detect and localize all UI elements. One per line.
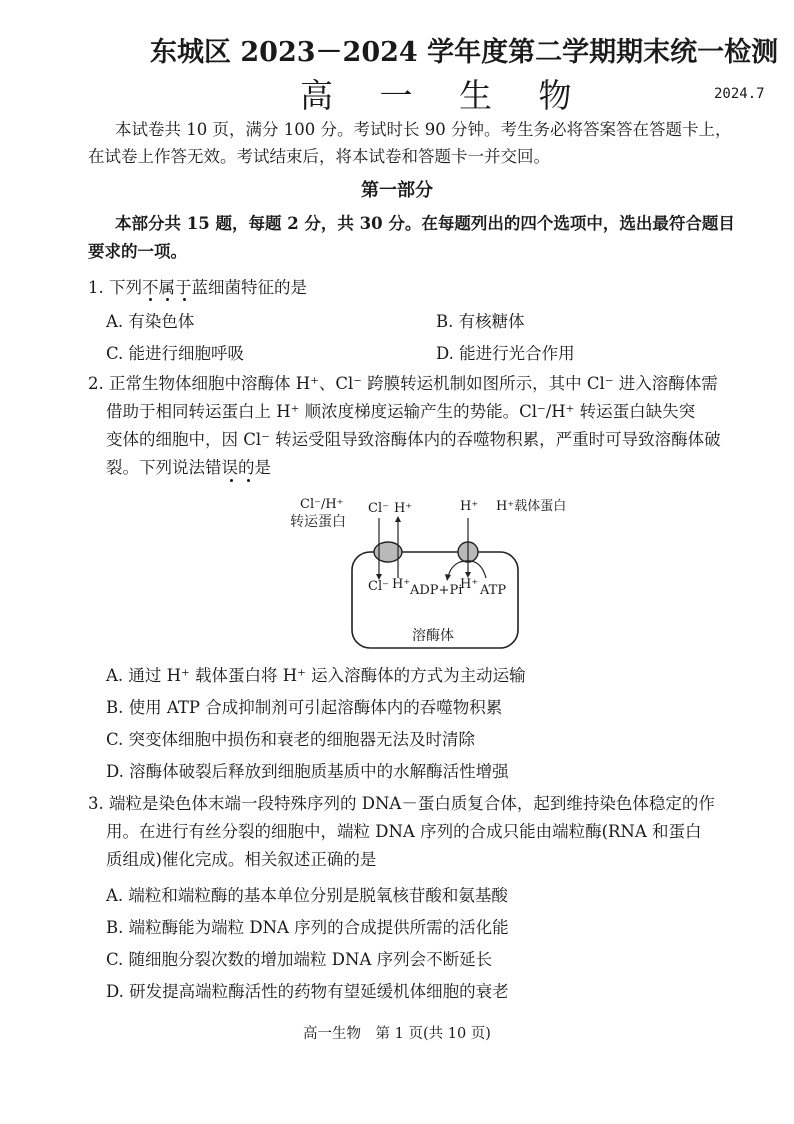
q3-stem-line-3: 质组成)催化完成。相关叙述正确的是 [106,850,377,869]
q2-stem-line-4 [106,454,271,481]
q3-option-c[interactable]: C. 随细胞分裂次数的增加端粒 DNA 序列会不断延长 [106,950,493,969]
atp-label: ATP [480,583,507,598]
section-instruction-2: 要求的一项。 [88,242,187,261]
adp-label: ADP+Pi [410,583,463,598]
q2-option-b[interactable]: B. 使用 ATP 合成抑制剂可引起溶酶体内的吞噬物积累 [106,698,503,717]
transporter-label-2: 转运蛋白 [290,514,346,530]
q2-stem-line-1: 2. 正常生物体细胞中溶酶体 H⁺、Cl⁻ 跨膜转运机制如图所示，其中 Cl⁻ 进入溶酶体需 [88,374,718,393]
q1-option-c[interactable]: C. 能进行细胞呼吸 [106,344,245,363]
q1-option-b[interactable]: B. 有核糖体 [436,312,525,331]
q2-stem-line-3: 变体的细胞中，因 Cl⁻ 转运受阻导致溶酶体内的吞噬物积累，严重时可导致溶酶体破 [106,430,721,449]
h-out-arrowhead [395,516,401,522]
q1-stem-post: 蓝细菌特征的是 [191,278,307,297]
q3-option-b[interactable]: B. 端粒酶能为端粒 DNA 序列的合成提供所需的活化能 [106,918,509,937]
q1-stem-emphasis [142,278,192,297]
subject-title: 高 一 生 物 [300,76,590,115]
q2-stem-line-2: 借助于相同转运蛋白上 H⁺ 顺浓度梯度运输产生的势能。Cl⁻/H⁺ 转运蛋白缺失突 [106,402,696,421]
q3-stem-line-1: 3. 端粒是染色体末端一段特殊序列的 DNA－蛋白质复合体，起到维持染色体稳定的作 [88,794,715,813]
atp-hydrolysis-arrowhead [445,574,451,581]
outside-h2-label: H⁺ [460,499,479,514]
q1-emphasis-text: 不属于 [142,278,192,297]
q3-option-a[interactable]: A. 端粒和端粒酶的基本单位分别是脱氧核苷酸和氨基酸 [106,886,508,905]
q1-stem-pre: 1. 下列 [88,278,142,297]
q2-option-a[interactable]: A. 通过 H⁺ 载体蛋白将 H⁺ 运入溶酶体的方式为主动运输 [106,666,526,685]
q2-stem-post: 的是 [238,458,271,477]
q3-option-d[interactable]: D. 研发提高端粒酶活性的药物有望延缓机体细胞的衰老 [106,982,509,1001]
carrier-label: H⁺载体蛋白 [496,499,567,514]
q1-option-d[interactable]: D. 能进行光合作用 [436,344,575,363]
q1-option-a[interactable]: A. 有染色体 [106,312,195,331]
transporter-label-1: Cl⁻/H⁺ [300,497,344,512]
question-1-stem [88,274,307,301]
lysosome-transport-diagram [280,490,600,660]
inside-h2-label: H⁺ [460,577,479,592]
inside-h-label: H⁺ [392,577,411,592]
inside-cl-label: Cl⁻ [368,579,389,594]
outside-h-label: H⁺ [394,501,413,516]
exam-date: 2024.7 [714,86,765,102]
intro-line-1: 本试卷共 10 页，满分 100 分。考试时长 90 分钟。考生务必将答案答在答题卡上， [115,120,732,139]
outside-cl-label: Cl⁻ [368,501,389,516]
section-title: 第一部分 [361,180,433,201]
section-instruction-1: 本部分共 15 题，每题 2 分，共 30 分。在每题列出的四个选项中，选出最符合题目 [115,214,735,233]
q2-stem-pre: 裂。下列说法 [106,458,205,477]
organelle-label: 溶酶体 [412,628,454,644]
q2-stem-emphasis: 错误 [205,458,238,477]
q2-option-c[interactable]: C. 突变体细胞中损伤和衰老的细胞器无法及时清除 [106,730,476,749]
intro-line-2: 在试卷上作答无效。考试结束后，将本试卷和答题卡一并交回。 [88,147,550,166]
page-footer: 高一生物 第 1 页(共 10 页) [303,1026,491,1042]
q3-stem-line-2: 用。在进行有丝分裂的细胞中，端粒 DNA 序列的合成只能由端粒酶(RNA 和蛋白 [106,822,702,841]
exam-title: 东城区 2023－2024 学年度第二学期期末统一检测 [150,37,779,68]
q2-option-d[interactable]: D. 溶酶体破裂后释放到细胞质基质中的水解酶活性增强 [106,762,509,781]
